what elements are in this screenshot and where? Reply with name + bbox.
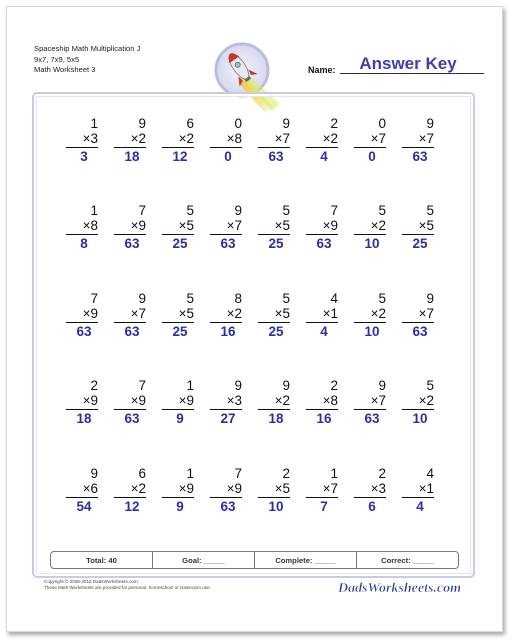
problem-rule [354,497,386,498]
problem-answer: 25 [172,324,188,339]
problem-multiplier: ×2 [418,393,434,408]
problem [66,203,98,251]
problem-answer: 25 [412,236,428,251]
problem-rule [402,409,434,410]
problem-multiplier: ×9 [226,481,242,496]
problem-multiplicand: 9 [282,116,290,131]
problem [306,466,338,514]
problem [402,203,434,251]
problem [306,116,338,164]
problem-answer: 63 [220,236,236,251]
problem-rule [162,409,194,410]
problem-multiplicand: 9 [426,116,434,131]
problem-rule [210,147,242,148]
problem-multiplicand: 1 [90,203,98,218]
problem-multiplier: ×5 [178,306,194,321]
problem-multiplier: ×8 [226,131,242,146]
problem-multiplier: ×6 [82,481,98,496]
problem-multiplicand: 9 [138,291,146,306]
problem-rule [306,497,338,498]
problem-multiplicand: 4 [426,466,434,481]
goal-cell[interactable]: Goal: _____ [153,552,255,568]
problem-multiplicand: 5 [426,378,434,393]
problem-multiplier: ×7 [370,393,386,408]
problem [162,116,194,164]
problem-rule [210,234,242,235]
problem-rule [66,497,98,498]
problem-answer: 27 [220,411,236,426]
problem [114,116,146,164]
problem-multiplicand: 0 [378,116,386,131]
problem-multiplier: ×7 [370,131,386,146]
problem-answer: 7 [320,499,328,514]
problem-rule [402,234,434,235]
problem-multiplier: ×2 [130,131,146,146]
problem-multiplier: ×9 [82,393,98,408]
problem-rule [306,322,338,323]
problem-answer: 4 [416,499,424,514]
problem-answer: 4 [320,149,328,164]
problem-multiplicand: 0 [234,116,242,131]
problem-multiplier: ×7 [130,306,146,321]
problem-multiplicand: 1 [186,466,194,481]
problem-answer: 63 [76,324,92,339]
problem-multiplier: ×9 [130,218,146,233]
name-label: Name: [308,65,336,75]
problem-answer: 0 [224,149,232,164]
problem-rule [162,234,194,235]
problem-rule [306,234,338,235]
problem-answer: 9 [176,499,184,514]
problem [210,291,242,339]
problem [354,116,386,164]
problem-rule [210,497,242,498]
problem-rule [210,322,242,323]
problem-multiplier: ×5 [274,218,290,233]
problem [306,291,338,339]
problem-multiplicand: 5 [378,203,386,218]
problem-multiplicand: 7 [330,203,338,218]
problem [258,466,290,514]
problem-multiplier: ×5 [274,481,290,496]
problem-multiplicand: 7 [234,466,242,481]
problem-answer: 63 [412,149,428,164]
problem-answer: 12 [124,499,140,514]
problem [402,378,434,426]
problem [258,203,290,251]
problem-answer: 54 [76,499,92,514]
problem-multiplier: ×8 [322,393,338,408]
problem-rule [306,409,338,410]
problem-multiplicand: 5 [282,203,290,218]
problem-answer: 10 [364,324,380,339]
dadsworksheets-logo[interactable] [336,576,466,598]
problem-answer: 4 [320,324,328,339]
problem-answer: 63 [124,324,140,339]
problem-rule [66,322,98,323]
problem [354,466,386,514]
problem-answer: 12 [172,149,188,164]
problem-answer: 18 [76,411,92,426]
problem-answer: 3 [80,149,88,164]
problem-multiplier: ×7 [226,218,242,233]
problem [354,378,386,426]
problem-rule [306,147,338,148]
problem [306,378,338,426]
worksheet-title: Spaceship Math Multiplication J [34,44,141,53]
complete-cell[interactable]: Complete: _____ [255,552,357,568]
problem-answer: 63 [412,324,428,339]
problem-rule [114,234,146,235]
problem [210,203,242,251]
total-cell: Total: 40 [51,552,153,568]
problem [258,378,290,426]
problem-rule [162,147,194,148]
problem [66,291,98,339]
problem-answer: 10 [268,499,284,514]
problem-multiplicand: 9 [234,203,242,218]
problem-rule [258,147,290,148]
problem-rule [354,234,386,235]
problem-answer: 63 [316,236,332,251]
worksheet-number: Math Worksheet 3 [34,65,96,75]
problem-multiplier: ×7 [274,131,290,146]
usage-line: These Math Worksheets are provided for personal, homeschool or classroom use. [44,585,211,591]
problem-rule [114,147,146,148]
problem-multiplier: ×9 [82,306,98,321]
problem-multiplicand: 1 [90,116,98,131]
problem-rule [402,322,434,323]
problem-rule [114,409,146,410]
problem [402,291,434,339]
problem-multiplier: ×1 [418,481,434,496]
problem-multiplier: ×3 [370,481,386,496]
problem-rule [210,409,242,410]
problem-multiplicand: 9 [234,378,242,393]
problem-multiplier: ×2 [178,131,194,146]
problem-multiplicand: 9 [378,378,386,393]
problem [306,203,338,251]
problem [354,291,386,339]
problem-multiplier: ×2 [130,481,146,496]
problem-answer: 10 [364,236,380,251]
problem-multiplier: ×9 [130,393,146,408]
problem-answer: 8 [80,236,88,251]
problem [210,116,242,164]
problem-answer: 63 [124,411,140,426]
problem [258,291,290,339]
problem-answer: 6 [368,499,376,514]
problem-rule [258,409,290,410]
problem-rule [354,409,386,410]
problem-answer: 63 [124,236,140,251]
problem [114,378,146,426]
problem-multiplier: ×2 [322,131,338,146]
problem-answer: 25 [268,324,284,339]
problem [162,378,194,426]
problem-multiplicand: 7 [138,378,146,393]
problem [162,466,194,514]
problem-multiplicand: 7 [138,203,146,218]
problem-multiplicand: 2 [90,378,98,393]
problem-rule [162,497,194,498]
problem-rule [258,497,290,498]
problem-multiplicand: 6 [186,116,194,131]
correct-cell[interactable]: Correct: _____ [381,555,434,565]
problem-answer: 9 [176,411,184,426]
problem-multiplicand: 5 [282,291,290,306]
problem-rule [402,497,434,498]
problem-rule [114,497,146,498]
problem-multiplicand: 9 [426,291,434,306]
problem-answer: 10 [412,411,428,426]
problem-answer: 25 [172,236,188,251]
problem-multiplicand: 2 [378,466,386,481]
problem-multiplicand: 1 [330,466,338,481]
worksheet-facts: 9x7, 7x9, 5x5 [34,54,80,64]
problem-multiplicand: 9 [90,466,98,481]
problem-answer: 18 [268,411,284,426]
problem-multiplier: ×5 [178,218,194,233]
problem-multiplier: ×1 [322,306,338,321]
problem [258,116,290,164]
problem-multiplicand: 2 [330,378,338,393]
problem-multiplicand: 2 [282,466,290,481]
problem-multiplicand: 5 [186,291,194,306]
problem-multiplier: ×7 [322,481,338,496]
problem-multiplier: ×3 [226,393,242,408]
answer-key-heading: Answer Key [359,54,457,73]
problem-multiplicand: 1 [186,378,194,393]
problem-multiplier: ×2 [226,306,242,321]
problem-rule [66,409,98,410]
problem [66,116,98,164]
score-bar [50,551,459,569]
problem-multiplicand: 9 [138,116,146,131]
problem-rule [66,147,98,148]
problem [114,203,146,251]
problem [210,466,242,514]
problem [354,203,386,251]
problem [114,291,146,339]
problem [162,291,194,339]
problem-multiplicand: 5 [426,203,434,218]
problem-answer: 63 [268,149,284,164]
problem [66,378,98,426]
problem-multiplicand: 5 [378,291,386,306]
problem-rule [354,322,386,323]
problem-answer: 16 [316,411,332,426]
problem-multiplicand: 6 [138,466,146,481]
problem-multiplicand: 2 [330,116,338,131]
problem-answer: 63 [220,499,236,514]
problem-multiplicand: 8 [234,291,242,306]
problem [114,466,146,514]
problem-answer: 25 [268,236,284,251]
problem-rule [162,322,194,323]
copyright-notice [44,579,211,591]
problem [66,466,98,514]
problem [210,378,242,426]
problem-multiplier: ×9 [322,218,338,233]
problem-rule [402,147,434,148]
problem-multiplier: ×9 [178,481,194,496]
problem-multiplier: ×9 [178,393,194,408]
problem-multiplier: ×2 [274,393,290,408]
problem-multiplicand: 5 [186,203,194,218]
problem-multiplier: ×3 [82,131,98,146]
problem-rule [66,234,98,235]
problem-multiplicand: 4 [330,291,338,306]
problem-answer: 63 [364,411,380,426]
problem-answer: 16 [220,324,236,339]
problem-multiplier: ×5 [418,218,434,233]
problem-rule [258,322,290,323]
problem-answer: 0 [368,149,376,164]
problem-multiplier: ×2 [370,306,386,321]
problem-answer: 18 [124,149,140,164]
problem [162,203,194,251]
copyright-line: Copyright © 2008-2018 DadsWorksheets.com [44,579,138,584]
problem-rule [114,322,146,323]
problem-multiplier: ×2 [370,218,386,233]
problem-rule [354,147,386,148]
problem-multiplier: ×7 [418,306,434,321]
problem-rule [258,234,290,235]
problem [402,116,434,164]
problem-multiplier: ×8 [82,218,98,233]
logo-text: DadsWorksheets.com [338,581,462,596]
problem [402,466,434,514]
problem-multiplicand: 9 [282,378,290,393]
problem-multiplicand: 7 [90,291,98,306]
problem-multiplier: ×5 [274,306,290,321]
problem-multiplier: ×7 [418,131,434,146]
